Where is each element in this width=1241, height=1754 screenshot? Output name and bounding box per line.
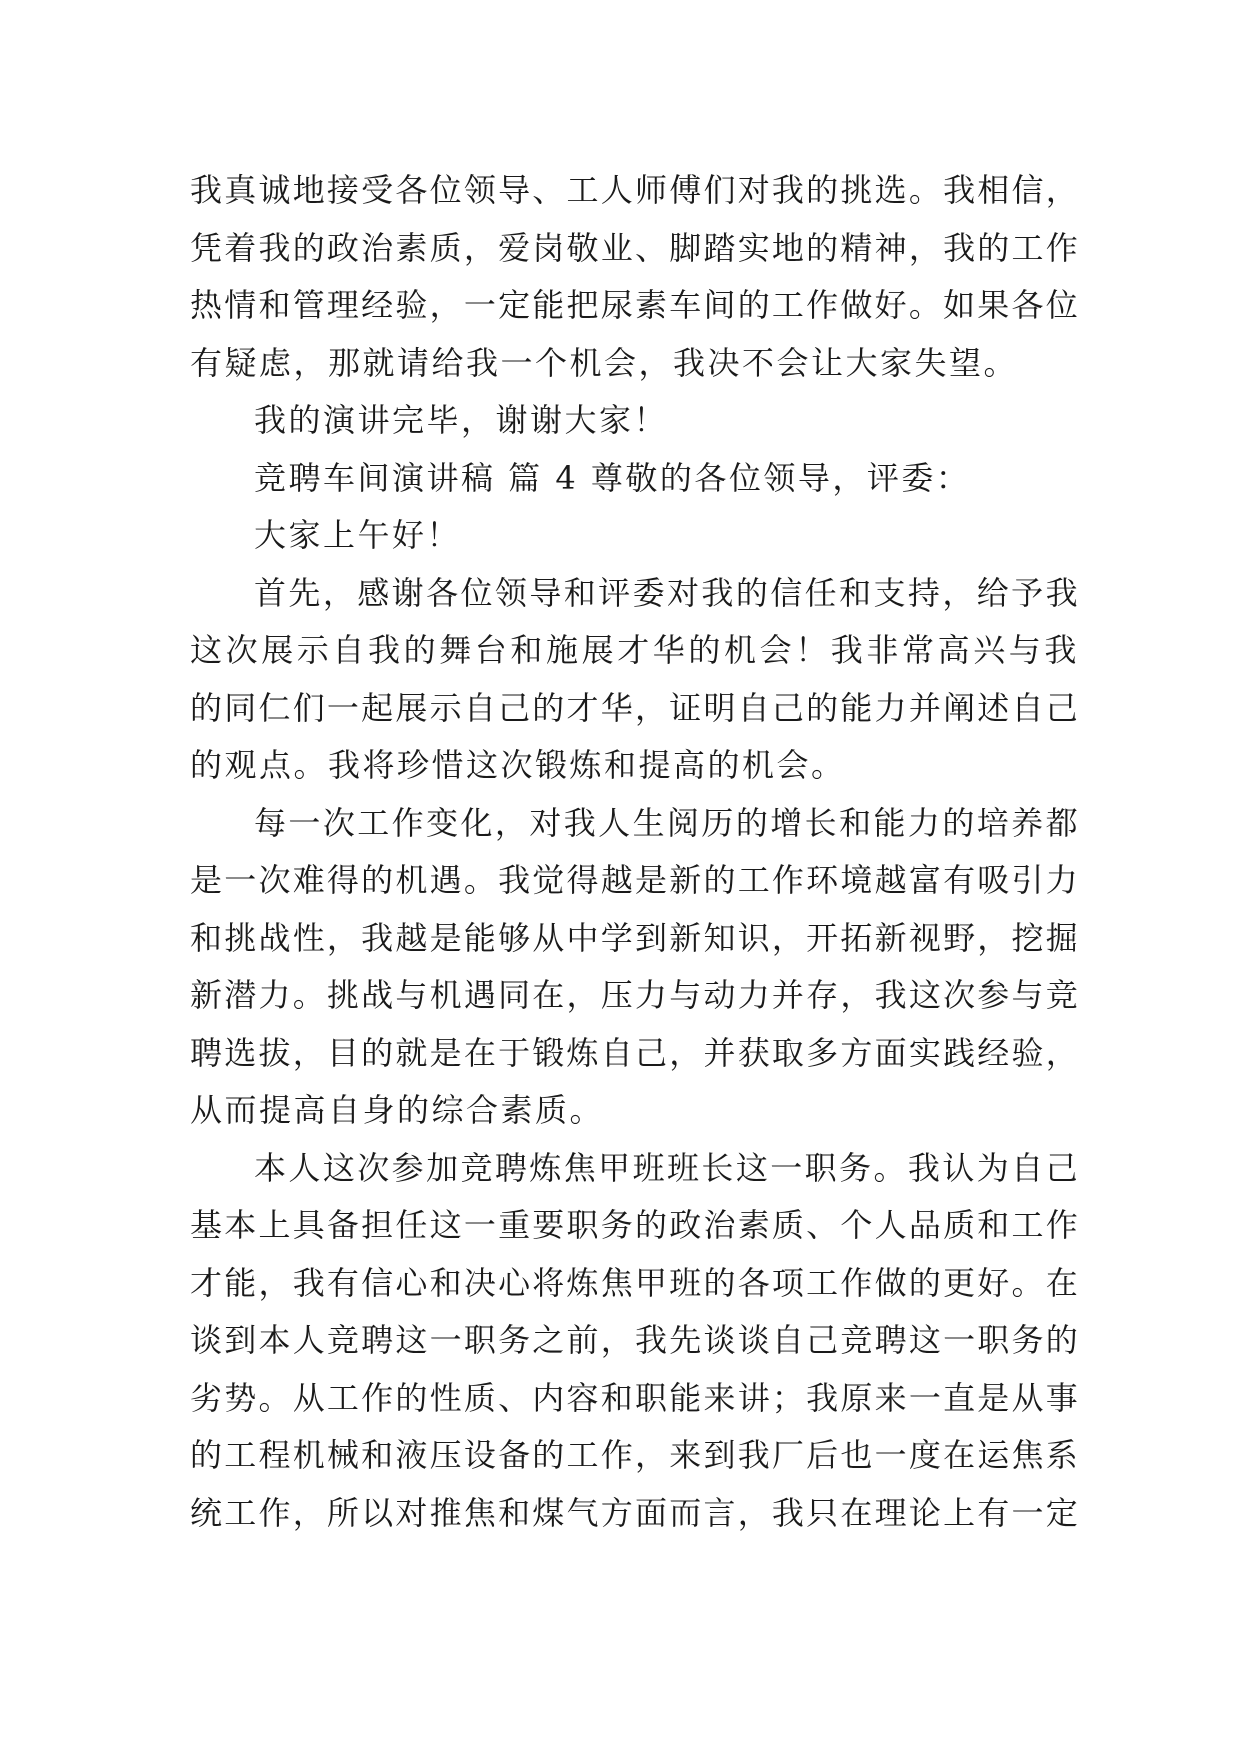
text-line: 大家上午好！ bbox=[254, 516, 462, 554]
text-line: 基本上具备担任这一重要职务的政治素质、个人品质和工作 bbox=[190, 1206, 1081, 1244]
text-line: 的工程机械和液压设备的工作，来到我厂后也一度在运焦系 bbox=[190, 1436, 1081, 1474]
text-line: 劣势。从工作的性质、内容和职能来讲；我原来一直是从事 bbox=[190, 1378, 1081, 1417]
document-body bbox=[190, 162, 1080, 1542]
text-line: 竞聘车间演讲稿 篇 4 尊敬的各位领导，评委： bbox=[254, 458, 971, 497]
text-line: 我真诚地接受各位领导、工人师傅们对我的挑选。我相信， bbox=[190, 171, 1081, 209]
text-line: 首先，感谢各位领导和评委对我的信任和支持，给予我 bbox=[254, 573, 1081, 612]
text-line: 才能，我有信心和决心将炼焦甲班的各项工作做的更好。在 bbox=[190, 1263, 1081, 1302]
text-line: 每一次工作变化，对我人生阅历的增长和能力的培养都 bbox=[254, 803, 1081, 842]
text-line: 谈到本人竞聘这一职务之前，我先谈谈自己竞聘这一职务的 bbox=[190, 1321, 1081, 1359]
text-line: 统工作，所以对推焦和煤气方面而言，我只在理论上有一定 bbox=[190, 1493, 1081, 1532]
text-line: 是一次难得的机遇。我觉得越是新的工作环境越富有吸引力 bbox=[190, 861, 1081, 899]
text-line: 凭着我的政治素质，爱岗敬业、脚踏实地的精神，我的工作 bbox=[190, 228, 1081, 267]
text-line: 从而提高自身的综合素质。 bbox=[190, 1091, 605, 1129]
text-line: 的同仁们一起展示自己的才华，证明自己的能力并阐述自己 bbox=[190, 688, 1081, 727]
text-line: 和挑战性，我越是能够从中学到新知识，开拓新视野，挖掘 bbox=[190, 918, 1081, 957]
text-line: 聘选拔，目的就是在于锻炼自己，并获取多方面实践经验， bbox=[190, 1033, 1081, 1072]
text-line: 本人这次参加竞聘炼焦甲班班长这一职务。我认为自己 bbox=[254, 1148, 1081, 1187]
text-line: 热情和管理经验，一定能把尿素车间的工作做好。如果各位 bbox=[190, 286, 1081, 324]
text-line: 我的演讲完毕，谢谢大家！ bbox=[254, 401, 669, 439]
text-line: 的观点。我将珍惜这次锻炼和提高的机会。 bbox=[190, 746, 846, 784]
text-line: 新潜力。挑战与机遇同在，压力与动力并存，我这次参与竞 bbox=[190, 976, 1081, 1014]
text-line: 这次展示自我的舞台和施展才华的机会！我非常高兴与我 bbox=[190, 631, 1080, 669]
text-line: 有疑虑，那就请给我一个机会，我决不会让大家失望。 bbox=[190, 343, 1019, 382]
